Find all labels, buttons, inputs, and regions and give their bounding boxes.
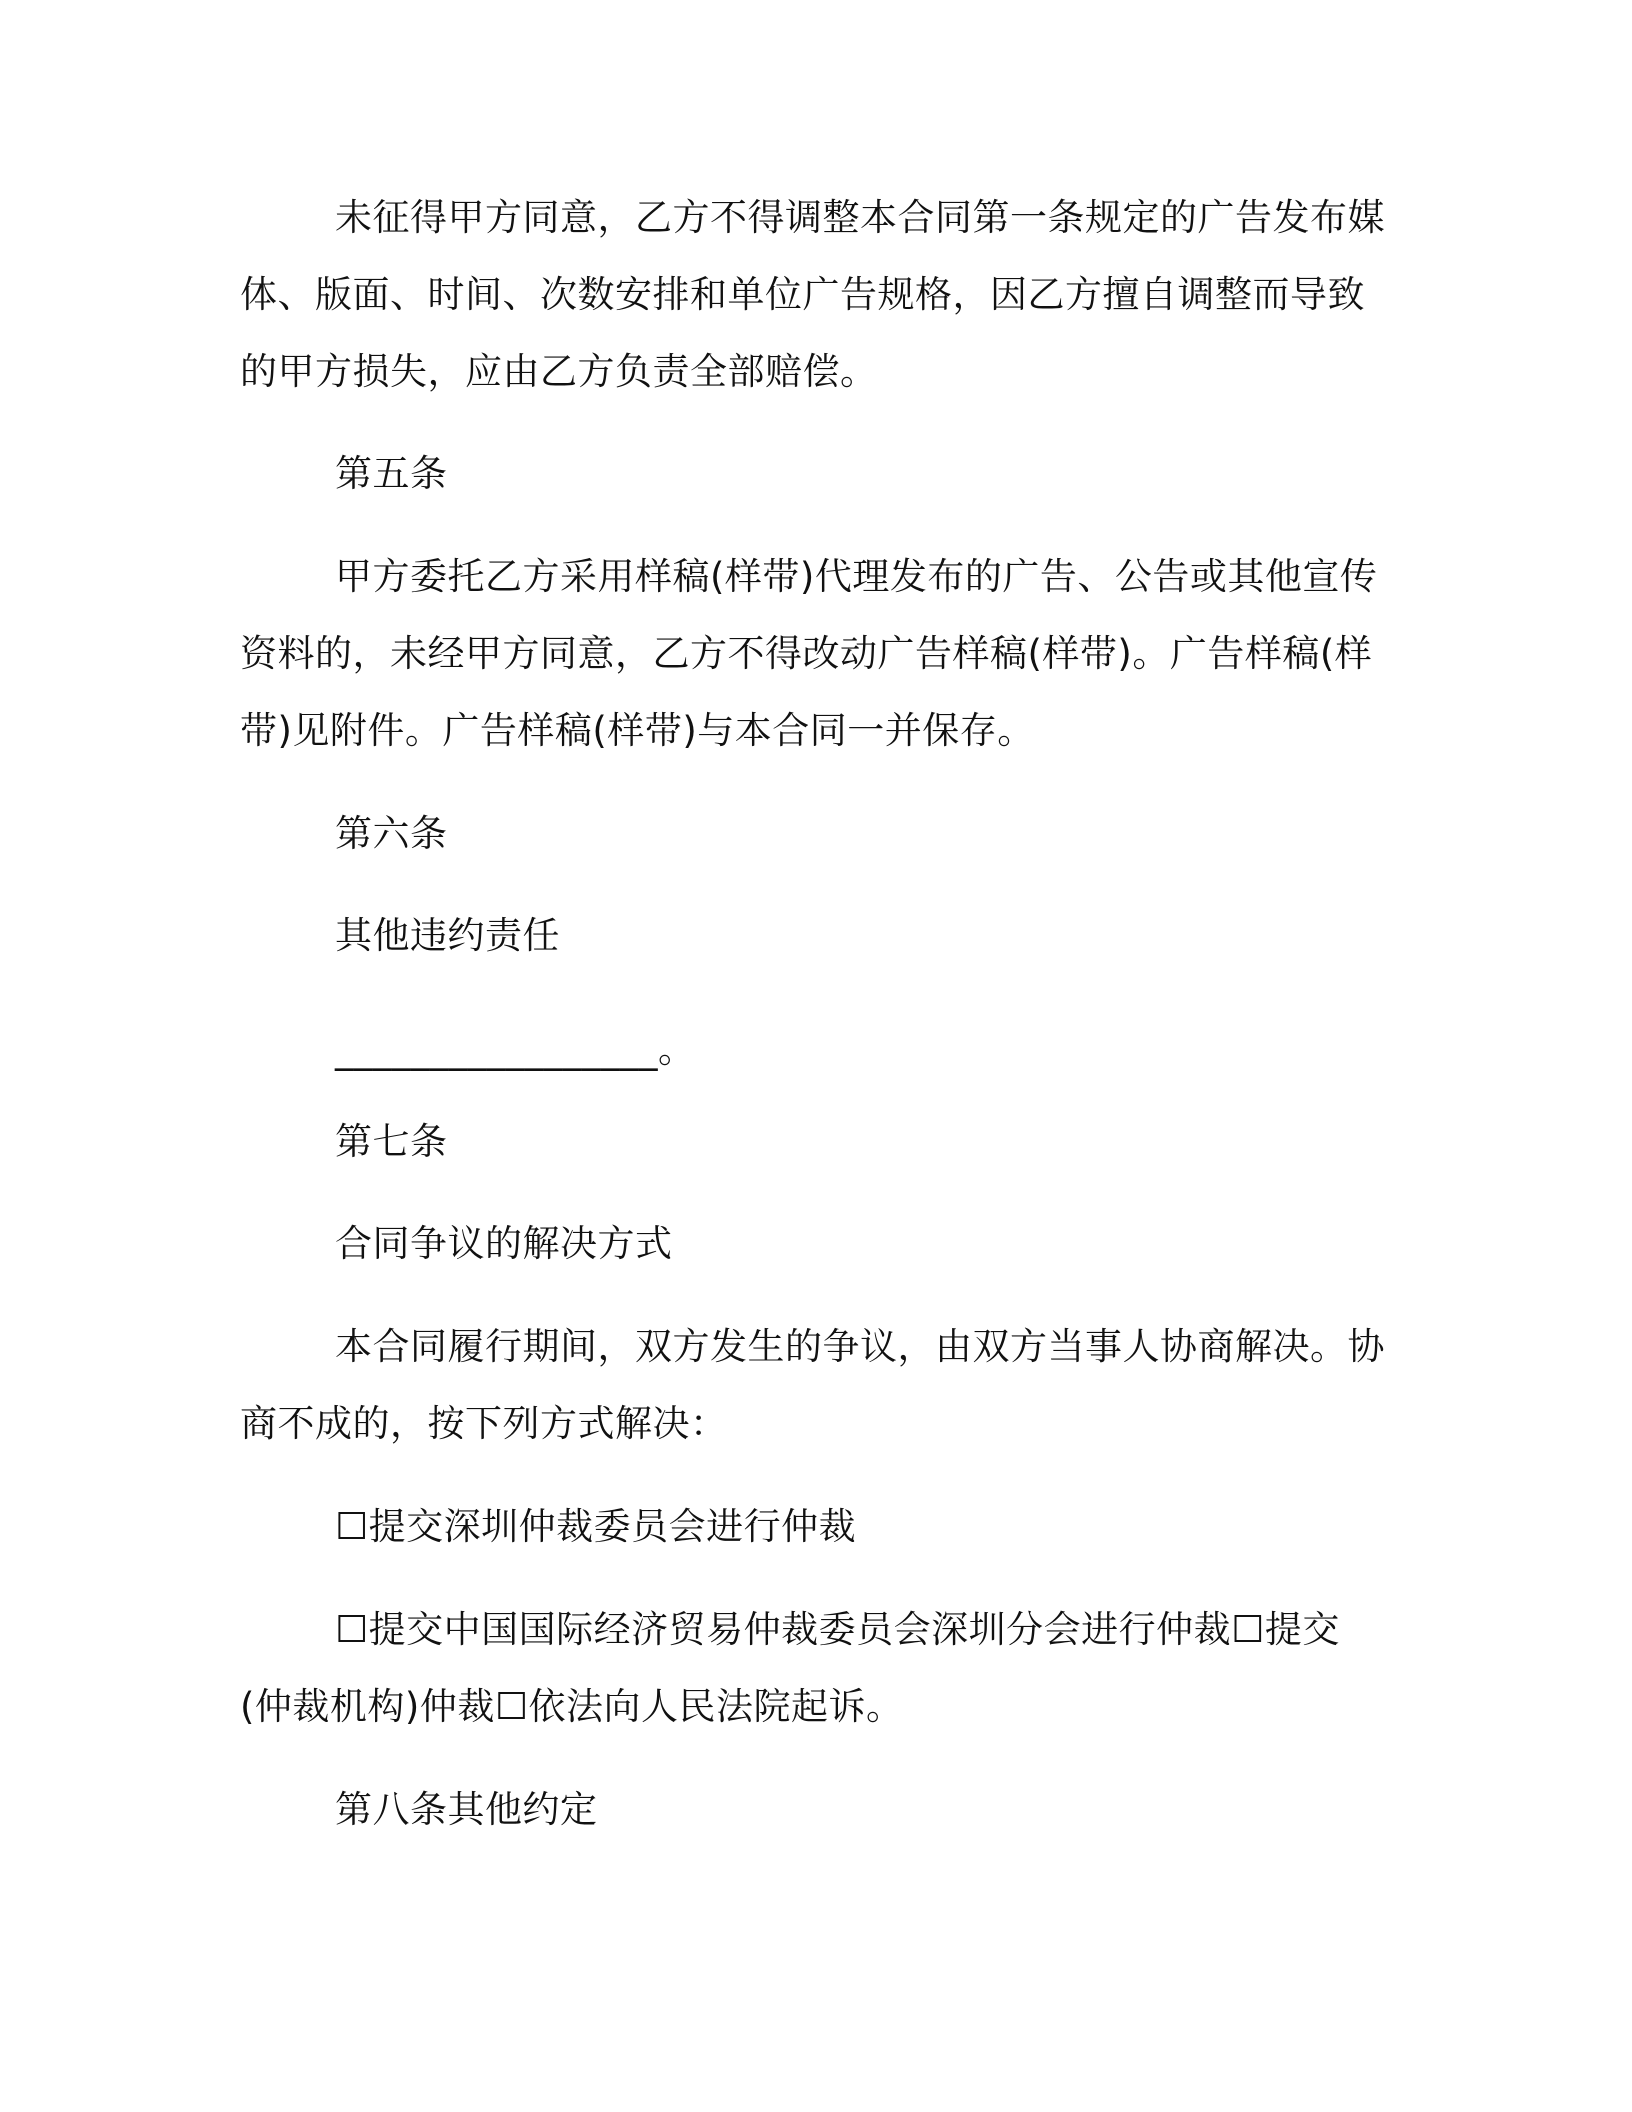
paragraph-3-line-1: 本合同履行期间，双方发生的争议，由双方当事人协商解决。协 xyxy=(335,1325,1385,1368)
article-6-heading: 第六条 xyxy=(335,812,448,855)
article-7-title: 合同争议的解决方式 xyxy=(335,1222,673,1265)
paragraph-2-line-1: 甲方委托乙方采用样稿(样带)代理发布的广告、公告或其他宣传 xyxy=(335,555,1378,598)
paragraph-1-line-1: 未征得甲方同意，乙方不得调整本合同第一条规定的广告发布媒 xyxy=(335,196,1385,239)
article-7-heading: 第七条 xyxy=(335,1120,448,1163)
paragraph-2-line-2: 资料的，未经甲方同意，乙方不得改动广告样稿(样带)。广告样稿(样 xyxy=(240,632,1373,675)
paragraph-1-line-2: 体、版面、时间、次数安排和单位广告规格，因乙方擅自调整而导致 xyxy=(240,273,1365,316)
paragraph-4-line-1: ☐提交中国国际经济贸易仲裁委员会深圳分会进行仲裁☐提交 xyxy=(335,1608,1340,1651)
paragraph-3-line-2: 商不成的，按下列方式解决： xyxy=(240,1402,728,1445)
option-shenzhen-arbitration: ☐提交深圳仲裁委员会进行仲裁 xyxy=(335,1505,857,1548)
article-8-heading: 第八条其他约定 xyxy=(335,1788,598,1831)
article-5-heading: 第五条 xyxy=(335,452,448,495)
paragraph-2-line-3: 带)见附件。广告样稿(样带)与本合同一并保存。 xyxy=(240,709,1035,752)
paragraph-1-line-3: 的甲方损失，应由乙方负责全部赔偿。 xyxy=(240,350,878,393)
article-6-title: 其他违约责任 xyxy=(335,914,560,957)
blank-fill-line: _________________。 xyxy=(335,1028,696,1071)
paragraph-4-line-2: (仲裁机构)仲裁☐依法向人民法院起诉。 xyxy=(240,1685,904,1728)
